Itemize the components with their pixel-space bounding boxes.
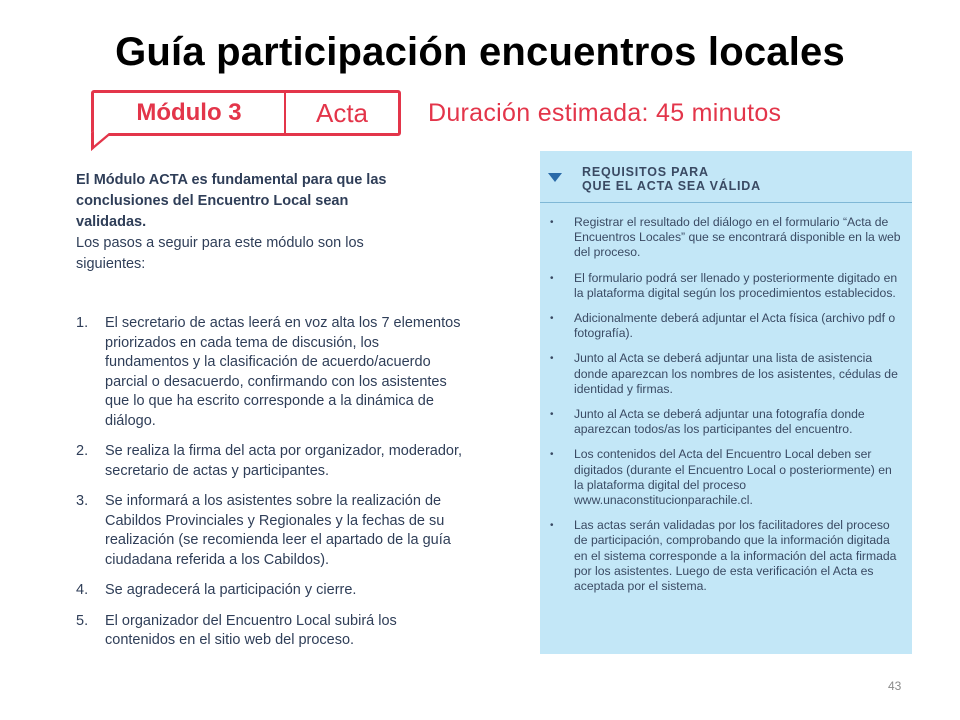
step-item <box>76 612 466 651</box>
triangle-down-icon <box>548 173 562 182</box>
step-item <box>76 492 466 570</box>
page-number: 43 <box>888 679 902 693</box>
requirements-title-line1: REQUISITOS PARA <box>582 165 709 179</box>
requirement-item <box>550 311 902 341</box>
module-banner <box>91 90 401 136</box>
step-item <box>76 442 466 481</box>
step-item <box>76 314 466 431</box>
bullet-icon: • <box>550 449 554 461</box>
requirement-text: Registrar el resultado del diálogo en el formulario “Acta de Encuentros Locales” que se encontrará disponible en la web del proceso. <box>574 215 901 260</box>
step-number: 1. <box>76 315 89 331</box>
step-text: El organizador del Encuentro Local subirá los contenidos en el sitio web del proceso. <box>105 612 397 648</box>
module-number-label: Módulo 3 <box>136 99 242 126</box>
requirement-text: Junto al Acta se deberá adjuntar una fotografía donde aparezcan todos/as los participantes del encuentro. <box>574 407 865 437</box>
requirement-text: Adicionalmente deberá adjuntar el Acta física (archivo pdf o fotografía). <box>574 311 896 341</box>
requirements-list <box>540 203 912 594</box>
step-item <box>76 581 466 601</box>
requirement-text: Las actas serán validadas por los facilitadores del proceso de participación, comprobando que la información digitada en el sistema corresponde a la información del acta firmada por los asistentes. Luego de esta verificación el Acta es aceptada por el sistema. <box>574 518 897 594</box>
bullet-icon: • <box>550 272 554 284</box>
requirement-text: El formulario podrá ser llenado y posteriormente digitado en la plataforma digital según los procedimientos establecidos. <box>574 270 898 300</box>
requirement-item <box>550 518 902 594</box>
bullet-icon: • <box>550 353 554 365</box>
bullet-icon: • <box>550 217 554 228</box>
duration-label: Duración estimada: 45 minutos <box>428 99 782 127</box>
step-number: 5. <box>76 612 89 629</box>
requirements-panel <box>540 151 912 654</box>
step-number: 2. <box>76 443 89 459</box>
step-text: Se informará a los asistentes sobre la realización de Cabildos Provinciales y Regionales y la fechas de su realización (se recomienda leer el apartado de la guía ciudadana referida a los Cabildos). <box>105 493 451 568</box>
requirement-item <box>550 215 902 261</box>
requirements-header <box>540 151 912 203</box>
step-number: 4. <box>76 582 89 598</box>
requirement-text: Los contenidos del Acta del Encuentro Local deben ser digitados (durante el Encuentro Local o posteriormente) en la plataforma digital del proceso www.unaconstitucionparachile.cl. <box>574 447 892 508</box>
requirements-title-line2: QUE EL ACTA SEA VÁLIDA <box>582 179 761 193</box>
requirement-item <box>550 271 902 301</box>
intro-text: Los pasos a seguir para este módulo son los siguientes: <box>76 235 364 272</box>
step-text: El secretario de actas leerá en voz alta los 7 elementos priorizados en cada tema de discusión, los fundamentos y la clasificación de acuerdo/acuerdo parcial o desacuerdo, confirmando con los asistentes que lo que ha escrito corresponde a la dinámica de diálogo. <box>105 315 461 429</box>
bullet-icon: • <box>550 520 554 532</box>
requirement-item <box>550 447 902 508</box>
module-name-label: Acta <box>315 97 369 128</box>
step-text: Se agradecerá la participación y cierre. <box>105 582 357 598</box>
page-title: Guía participación encuentros locales <box>115 30 845 74</box>
requirement-item <box>550 407 902 437</box>
requirements-title <box>582 165 761 193</box>
steps-list <box>76 314 466 662</box>
requirement-item <box>550 351 902 397</box>
bullet-icon: • <box>550 409 554 421</box>
step-text: Se realiza la firma del acta por organizador, moderador, secretario de actas y participantes. <box>105 443 463 479</box>
requirement-text: Junto al Acta se deberá adjuntar una lista de asistencia donde aparezcan los nombres de los asistentes, cédulas de identidad y firmas. <box>574 351 898 396</box>
intro-bold-text: El Módulo ACTA es fundamental para que las conclusiones del Encuentro Local sean validadas. <box>76 172 387 230</box>
bullet-icon: • <box>550 313 554 325</box>
intro-paragraph <box>76 170 416 275</box>
step-number: 3. <box>76 493 89 509</box>
